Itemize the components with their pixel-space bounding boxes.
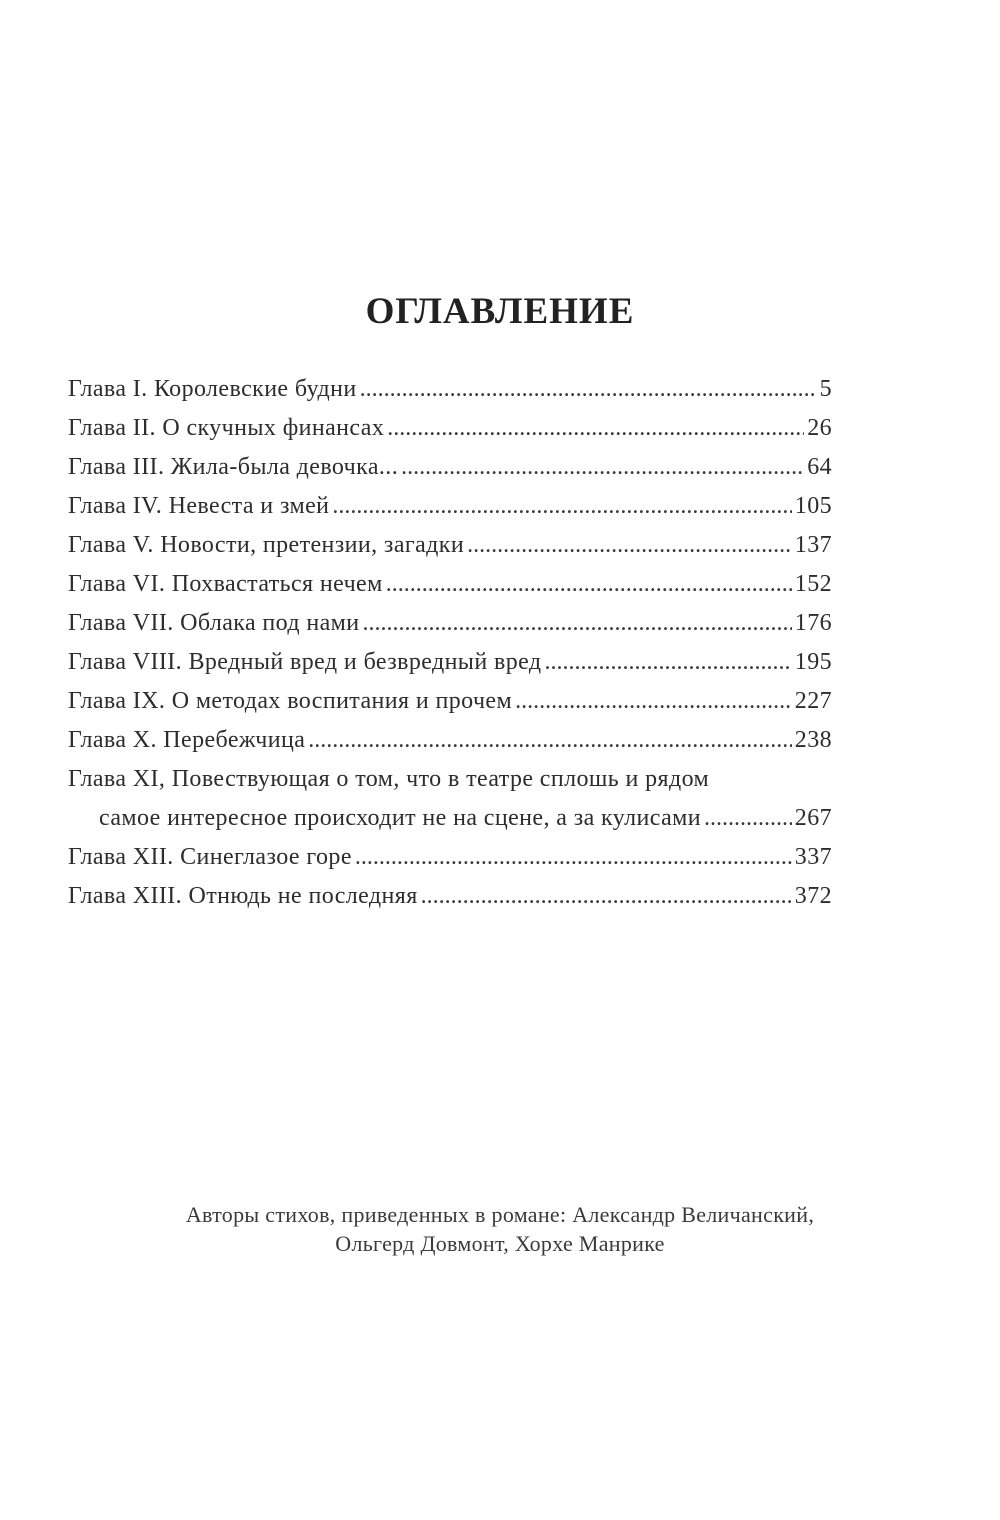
toc-entry-page: 195: [794, 649, 832, 675]
toc-entry-4: [68, 487, 832, 526]
toc-entry-title-continuation: самое интересное происходит не на сцене, а за кулисами: [99, 805, 701, 831]
dot-leader: [704, 799, 792, 838]
toc-entry-page: 5: [819, 376, 832, 402]
toc-entry-title: Глава V. Новости, претензии, загадки: [68, 532, 465, 558]
page-title: ОГЛАВЛЕНИЕ: [365, 291, 635, 332]
toc-entry-title: Глава II. О скучных финансах: [68, 415, 385, 441]
toc-entry-11-line-2: [68, 799, 832, 838]
toc-entry-3: [68, 448, 832, 487]
toc-entry-page: 267: [794, 805, 832, 831]
dot-leader: [363, 604, 792, 643]
toc-entry-title: Глава VI. Похвастаться нечем: [68, 571, 383, 597]
toc-entry-title: Глава IV. Невеста и змей: [68, 493, 330, 519]
toc-entry-page: 372: [794, 883, 832, 909]
dot-leader: [544, 643, 791, 682]
toc-entry-2: [68, 409, 832, 448]
toc-entry-11-line-1: [68, 760, 832, 799]
toc-entry-title: Глава I. Королевские будни: [68, 376, 357, 402]
dot-leader: [515, 682, 792, 721]
dot-leader: [360, 370, 817, 409]
dot-leader: [387, 409, 804, 448]
dot-leader: [332, 487, 791, 526]
toc-entry-title: Глава XI, Повествующая о том, что в театре сплошь и рядом: [68, 766, 710, 792]
poem-authors-note: [0, 1200, 1000, 1258]
toc-entry-page: 238: [794, 727, 832, 753]
toc-entry-page: 64: [807, 454, 832, 480]
toc-entry-title: Глава III. Жила-была девочка...: [68, 454, 399, 480]
toc-entry-title: Глава IX. О методах воспитания и прочем: [68, 688, 513, 714]
toc-entry-page: 26: [807, 415, 832, 441]
dot-leader: [421, 877, 792, 916]
dot-leader: [401, 448, 804, 487]
toc-entry-page: 105: [794, 493, 832, 519]
authors-line-2: Ольгерд Довмонт, Хорхе Манрике: [335, 1231, 665, 1256]
toc-entry-8: [68, 643, 832, 682]
toc-entry-title: Глава VIII. Вредный вред и безвредный вред: [68, 649, 542, 675]
table-of-contents: [68, 370, 832, 916]
toc-entry-title: Глава XII. Синеглазое горе: [68, 844, 352, 870]
toc-entry-13: [68, 877, 832, 916]
toc-entry-5: [68, 526, 832, 565]
toc-entry-9: [68, 682, 832, 721]
toc-entry-title: Глава X. Перебежчица: [68, 727, 306, 753]
dot-leader: [355, 838, 792, 877]
dot-leader: [467, 526, 792, 565]
toc-entry-6: [68, 565, 832, 604]
toc-entry-10: [68, 721, 832, 760]
toc-entry-page: 137: [794, 532, 832, 558]
toc-entry-12: [68, 838, 832, 877]
toc-entry-title: Глава XIII. Отнюдь не последняя: [68, 883, 418, 909]
authors-line-1: Авторы стихов, приведенных в романе: Александр Величанский,: [185, 1202, 815, 1227]
toc-entry-page: 227: [794, 688, 832, 714]
toc-entry-7: [68, 604, 832, 643]
dot-leader: [386, 565, 792, 604]
toc-entry-title: Глава VII. Облака под нами: [68, 610, 360, 636]
toc-entry-1: [68, 370, 832, 409]
dot-leader: [308, 721, 792, 760]
toc-entry-page: 152: [794, 571, 832, 597]
toc-entry-page: 337: [794, 844, 832, 870]
toc-entry-page: 176: [794, 610, 832, 636]
